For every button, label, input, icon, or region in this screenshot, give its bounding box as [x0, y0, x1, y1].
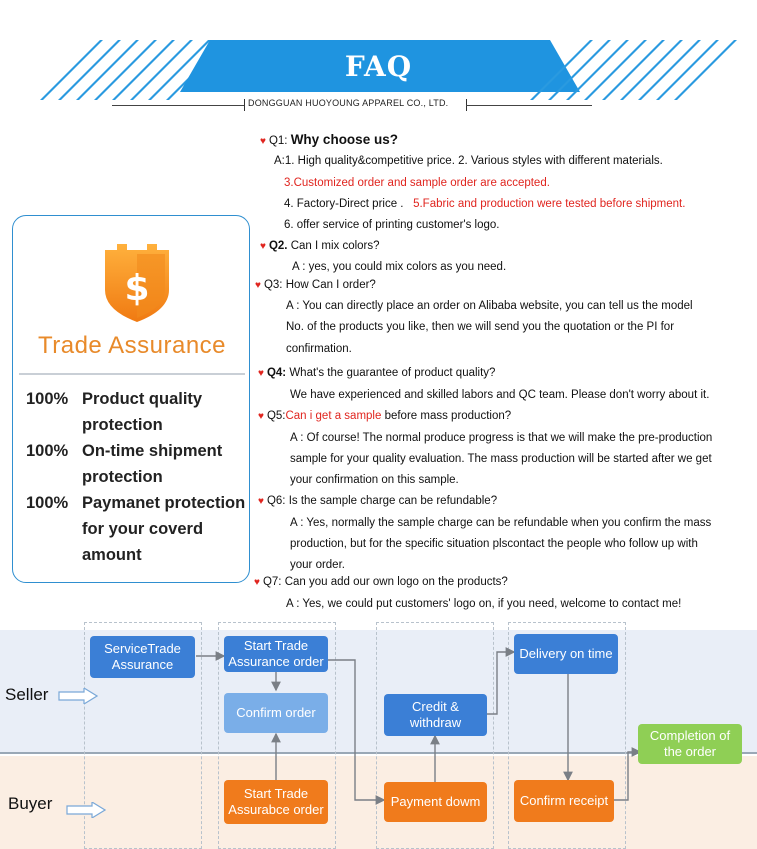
step-delivery: Delivery on time	[514, 634, 618, 674]
answer-text: your order.	[290, 559, 345, 571]
answer-text: 6. offer service of printing customer's logo.	[284, 219, 500, 231]
guarantee-text: Paymanet protection for your coverd amount	[82, 494, 246, 564]
faq-q3	[255, 279, 376, 291]
heart-icon: ♥	[258, 411, 264, 422]
step-start-buyer-order: Start Trade Assurabce order	[224, 780, 328, 824]
faq-q4	[258, 367, 495, 379]
faq-q1	[260, 132, 398, 147]
answer-text: A : Yes, we could put customers' logo on, if you need, welcome to contact me!	[286, 598, 682, 610]
faq-q6	[258, 495, 497, 507]
question-text: Can you add our own logo on the products?	[284, 576, 508, 588]
svg-text:$: $	[124, 268, 150, 309]
answer-text: 3.Customized order and sample order are accepted.	[284, 177, 550, 189]
step-confirm-order: Confirm order	[224, 693, 328, 733]
question-text: What's the guarantee of product quality?	[289, 367, 496, 379]
answer-text: A : You can directly place an order on Alibaba website, you can tell us the model	[286, 300, 693, 312]
heart-icon: ♥	[260, 136, 266, 147]
answer-text: production, but for the specific situation plscontact the people who follow up with	[290, 538, 698, 550]
guarantee-percent: 100%	[26, 494, 69, 512]
heart-icon: ♥	[254, 577, 260, 588]
question-text-highlight: Can i get a sample	[285, 410, 382, 422]
company-name: DONGGUAN HUOYOUNG APPAREL CO., LTD.	[248, 98, 449, 108]
heart-icon: ♥	[255, 280, 261, 291]
question-label: Q4:	[266, 367, 287, 379]
answer-text: confirmation.	[286, 343, 352, 355]
heart-icon: ♥	[260, 241, 266, 252]
question-text: Can I mix colors?	[290, 240, 380, 252]
answer-text: A : Of course! The normal produce progress is that we will make the pre-production	[290, 432, 713, 444]
step-confirm-receipt: Confirm receipt	[514, 780, 614, 822]
answer-text: A : yes, you could mix colors as you need.	[292, 261, 507, 273]
question-label: Q7:	[262, 576, 282, 588]
question-label: Q1:	[268, 135, 288, 147]
question-text: Why choose us?	[290, 132, 398, 147]
shield-dollar-icon	[101, 244, 173, 322]
question-text: How Can I order?	[285, 279, 376, 291]
question-label: Q6:	[266, 495, 286, 507]
heart-icon: ♥	[258, 496, 264, 507]
answer-text: sample for your quality evaluation. The mass production will be started after we get	[290, 453, 712, 465]
answer-text: No. of the products you like, then we will send you the quotation or the PI for	[286, 321, 675, 333]
question-label: Q2.	[268, 240, 288, 252]
step-payment: Payment dowm	[384, 782, 487, 822]
company-line	[0, 96, 757, 114]
answer-text: 4. Factory-Direct price .	[284, 198, 404, 210]
answer-line	[284, 198, 685, 210]
guarantee-text: On-time shipment protection	[82, 442, 223, 486]
trade-assurance-card	[12, 215, 250, 583]
divider	[19, 373, 245, 375]
question-label: Q5:	[266, 410, 286, 422]
trade-assurance-flow	[0, 622, 757, 849]
step-start-seller-order: Start Trade Assurance order	[224, 636, 328, 672]
seller-label: Seller	[5, 685, 49, 704]
trade-assurance-title: Trade Assurance	[37, 332, 227, 359]
page-title: FAQ	[344, 50, 413, 83]
guarantee-percent: 100%	[26, 390, 69, 408]
answer-text: 5.Fabric and production were tested before shipment.	[413, 198, 686, 210]
question-label: Q3:	[263, 279, 283, 291]
answer-text: A : Yes, normally the sample charge can be refundable when you confirm the mass	[290, 517, 712, 529]
faq-q7	[254, 576, 508, 588]
answer-text: We have experienced and skilled labors and QC team. Please don't worry about it.	[290, 389, 710, 401]
step-credit-withdraw: Credit & withdraw	[384, 694, 487, 736]
answer-text: A:1. High quality&competitive price. 2. Various styles with different materials.	[274, 155, 663, 167]
question-text: before mass production?	[381, 410, 512, 422]
heart-icon: ♥	[258, 368, 264, 379]
step-completion: Completion of the order	[638, 724, 742, 764]
question-text: Is the sample charge can be refundable?	[288, 495, 498, 507]
faq-q5	[258, 410, 511, 422]
answer-text: your confirmation on this sample.	[290, 474, 459, 486]
buyer-label: Buyer	[8, 794, 53, 813]
faq-q2	[260, 240, 380, 252]
guarantee-text: Product quality protection	[82, 390, 203, 434]
guarantee-percent: 100%	[26, 442, 69, 460]
step-service-trade-assurance: ServiceTrade Assurance	[90, 636, 195, 678]
